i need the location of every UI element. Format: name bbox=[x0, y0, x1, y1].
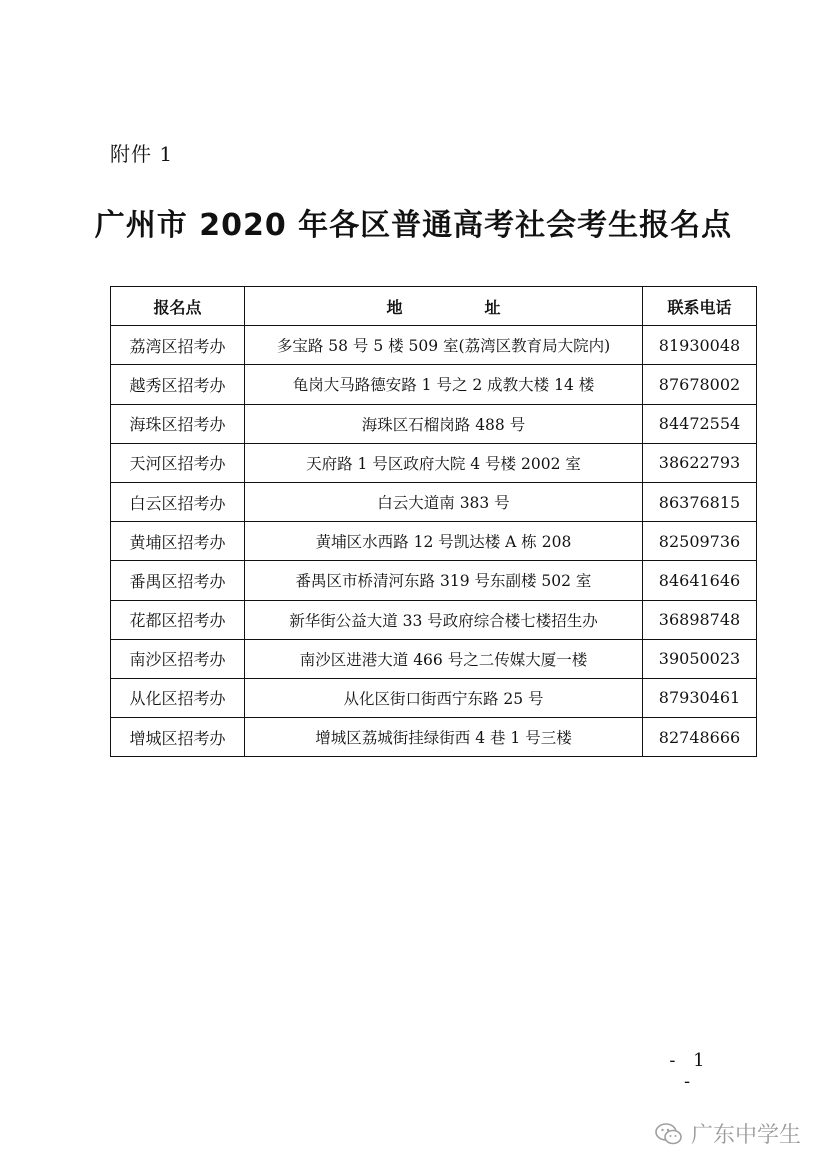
site-name: 花都区招考办 bbox=[111, 600, 245, 639]
site-address: 从化区街口街西宁东路 25 号 bbox=[245, 678, 643, 717]
page-title: 广州市 2020 年各区普通高考社会考生报名点 bbox=[94, 208, 733, 243]
header-address bbox=[245, 287, 643, 326]
site-phone: 84472554 bbox=[643, 404, 757, 443]
table-header-row bbox=[111, 287, 757, 326]
site-name: 荔湾区招考办 bbox=[111, 326, 245, 365]
site-address: 南沙区进港大道 466 号之二传媒大厦一楼 bbox=[245, 639, 643, 678]
site-address: 黄埔区水西路 12 号凯达楼 A 栋 208 bbox=[245, 522, 643, 561]
site-name: 从化区招考办 bbox=[111, 678, 245, 717]
site-name: 海珠区招考办 bbox=[111, 404, 245, 443]
registration-sites-table bbox=[110, 286, 757, 757]
site-address: 龟岗大马路德安路 1 号之 2 成教大楼 14 楼 bbox=[245, 365, 643, 404]
site-name: 天河区招考办 bbox=[111, 443, 245, 482]
table-row bbox=[111, 561, 757, 600]
table-row bbox=[111, 678, 757, 717]
header-address-label: 地址 bbox=[386, 297, 583, 317]
watermark bbox=[655, 1118, 801, 1149]
table-row bbox=[111, 639, 757, 678]
table-row bbox=[111, 404, 757, 443]
site-name: 黄埔区招考办 bbox=[111, 522, 245, 561]
site-name: 白云区招考办 bbox=[111, 482, 245, 521]
site-address: 新华街公益大道 33 号政府综合楼七楼招生办 bbox=[245, 600, 643, 639]
table-row bbox=[111, 443, 757, 482]
site-name: 番禺区招考办 bbox=[111, 561, 245, 600]
table-row bbox=[111, 600, 757, 639]
site-name: 越秀区招考办 bbox=[111, 365, 245, 404]
header-name: 报名点 bbox=[111, 287, 245, 326]
site-name: 增城区招考办 bbox=[111, 718, 245, 757]
site-phone: 87930461 bbox=[643, 678, 757, 717]
site-phone: 84641646 bbox=[643, 561, 757, 600]
attachment-label: 附件 1 bbox=[110, 142, 174, 166]
site-phone: 82748666 bbox=[643, 718, 757, 757]
watermark-text: 广东中学生 bbox=[690, 1123, 801, 1148]
table-row bbox=[111, 326, 757, 365]
site-phone: 36898748 bbox=[643, 600, 757, 639]
site-address: 白云大道南 383 号 bbox=[245, 482, 643, 521]
table-row bbox=[111, 365, 757, 404]
site-address: 番禺区市桥清河东路 319 号东副楼 502 室 bbox=[245, 561, 643, 600]
header-phone: 联系电话 bbox=[643, 287, 757, 326]
site-phone: 82509736 bbox=[643, 522, 757, 561]
site-phone: 38622793 bbox=[643, 443, 757, 482]
page-number: - 1 - bbox=[669, 1050, 711, 1092]
site-address: 海珠区石榴岗路 488 号 bbox=[245, 404, 643, 443]
table-row bbox=[111, 482, 757, 521]
site-address: 增城区荔城街挂绿街西 4 巷 1 号三楼 bbox=[245, 718, 643, 757]
table-row bbox=[111, 718, 757, 757]
wechat-icon bbox=[655, 1122, 683, 1146]
site-phone: 86376815 bbox=[643, 482, 757, 521]
site-phone: 87678002 bbox=[643, 365, 757, 404]
site-phone: 81930048 bbox=[643, 326, 757, 365]
site-address: 多宝路 58 号 5 楼 509 室(荔湾区教育局大院内) bbox=[245, 326, 643, 365]
site-address: 天府路 1 号区政府大院 4 号楼 2002 室 bbox=[245, 443, 643, 482]
site-phone: 39050023 bbox=[643, 639, 757, 678]
site-name: 南沙区招考办 bbox=[111, 639, 245, 678]
table-row bbox=[111, 522, 757, 561]
